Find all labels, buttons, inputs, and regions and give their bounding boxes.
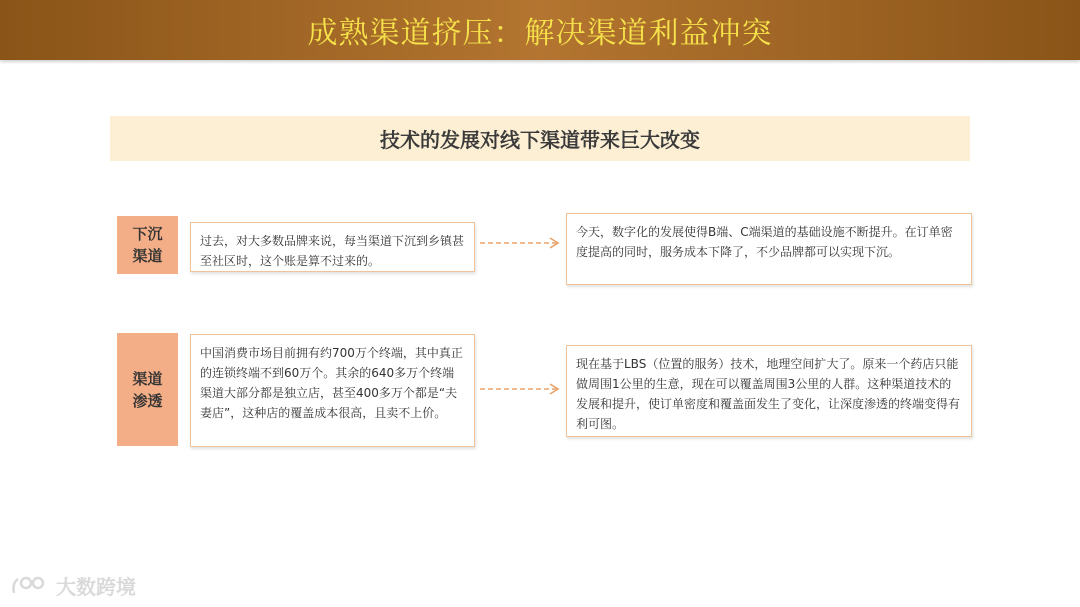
row-1-before-text: 过去，对大多数品牌来说，每当渠道下沉到乡镇甚至社区时，这个账是算不过来的。 xyxy=(190,222,475,272)
row-label-channel-penetration: 渠道 渗透 xyxy=(117,333,178,446)
dashed-arrow-icon xyxy=(480,236,562,250)
dashed-arrow-icon xyxy=(480,382,562,396)
subtitle-band xyxy=(110,116,970,161)
watermark-text: 大数跨境 xyxy=(56,574,136,599)
row-1-after-text: 今天，数字化的发展使得B端、C端渠道的基础设施不断提升。在订单密度提高的同时，服务成本下降了，不少品牌都可以实现下沉。 xyxy=(566,213,972,285)
section-subtitle: 技术的发展对线下渠道带来巨大改变 xyxy=(380,128,700,152)
page-title: 成熟渠道挤压：解决渠道利益冲突 xyxy=(307,16,773,51)
row-label-sinking-channel: 下沉 渠道 xyxy=(117,216,178,274)
title-bar xyxy=(0,0,1080,60)
row-2-before-text: 中国消费市场目前拥有约700万个终端，其中真正的连锁终端不到60万个。其余的640多万个终端渠道大部分都是独立店，甚至400多万个都是“夫妻店”，这种店的覆盖成本很高，且卖不上价。 xyxy=(190,334,475,447)
logo-icon xyxy=(10,573,50,597)
watermark xyxy=(10,570,136,600)
row-2-after-text: 现在基于LBS（位置的服务）技术，地理空间扩大了。原来一个药店只能做周围1公里的生意，现在可以覆盖周围3公里的人群。这种渠道技术的发展和提升，使订单密度和覆盖面发生了变化，让深度渗透的终端变得有利可图。 xyxy=(566,345,972,437)
